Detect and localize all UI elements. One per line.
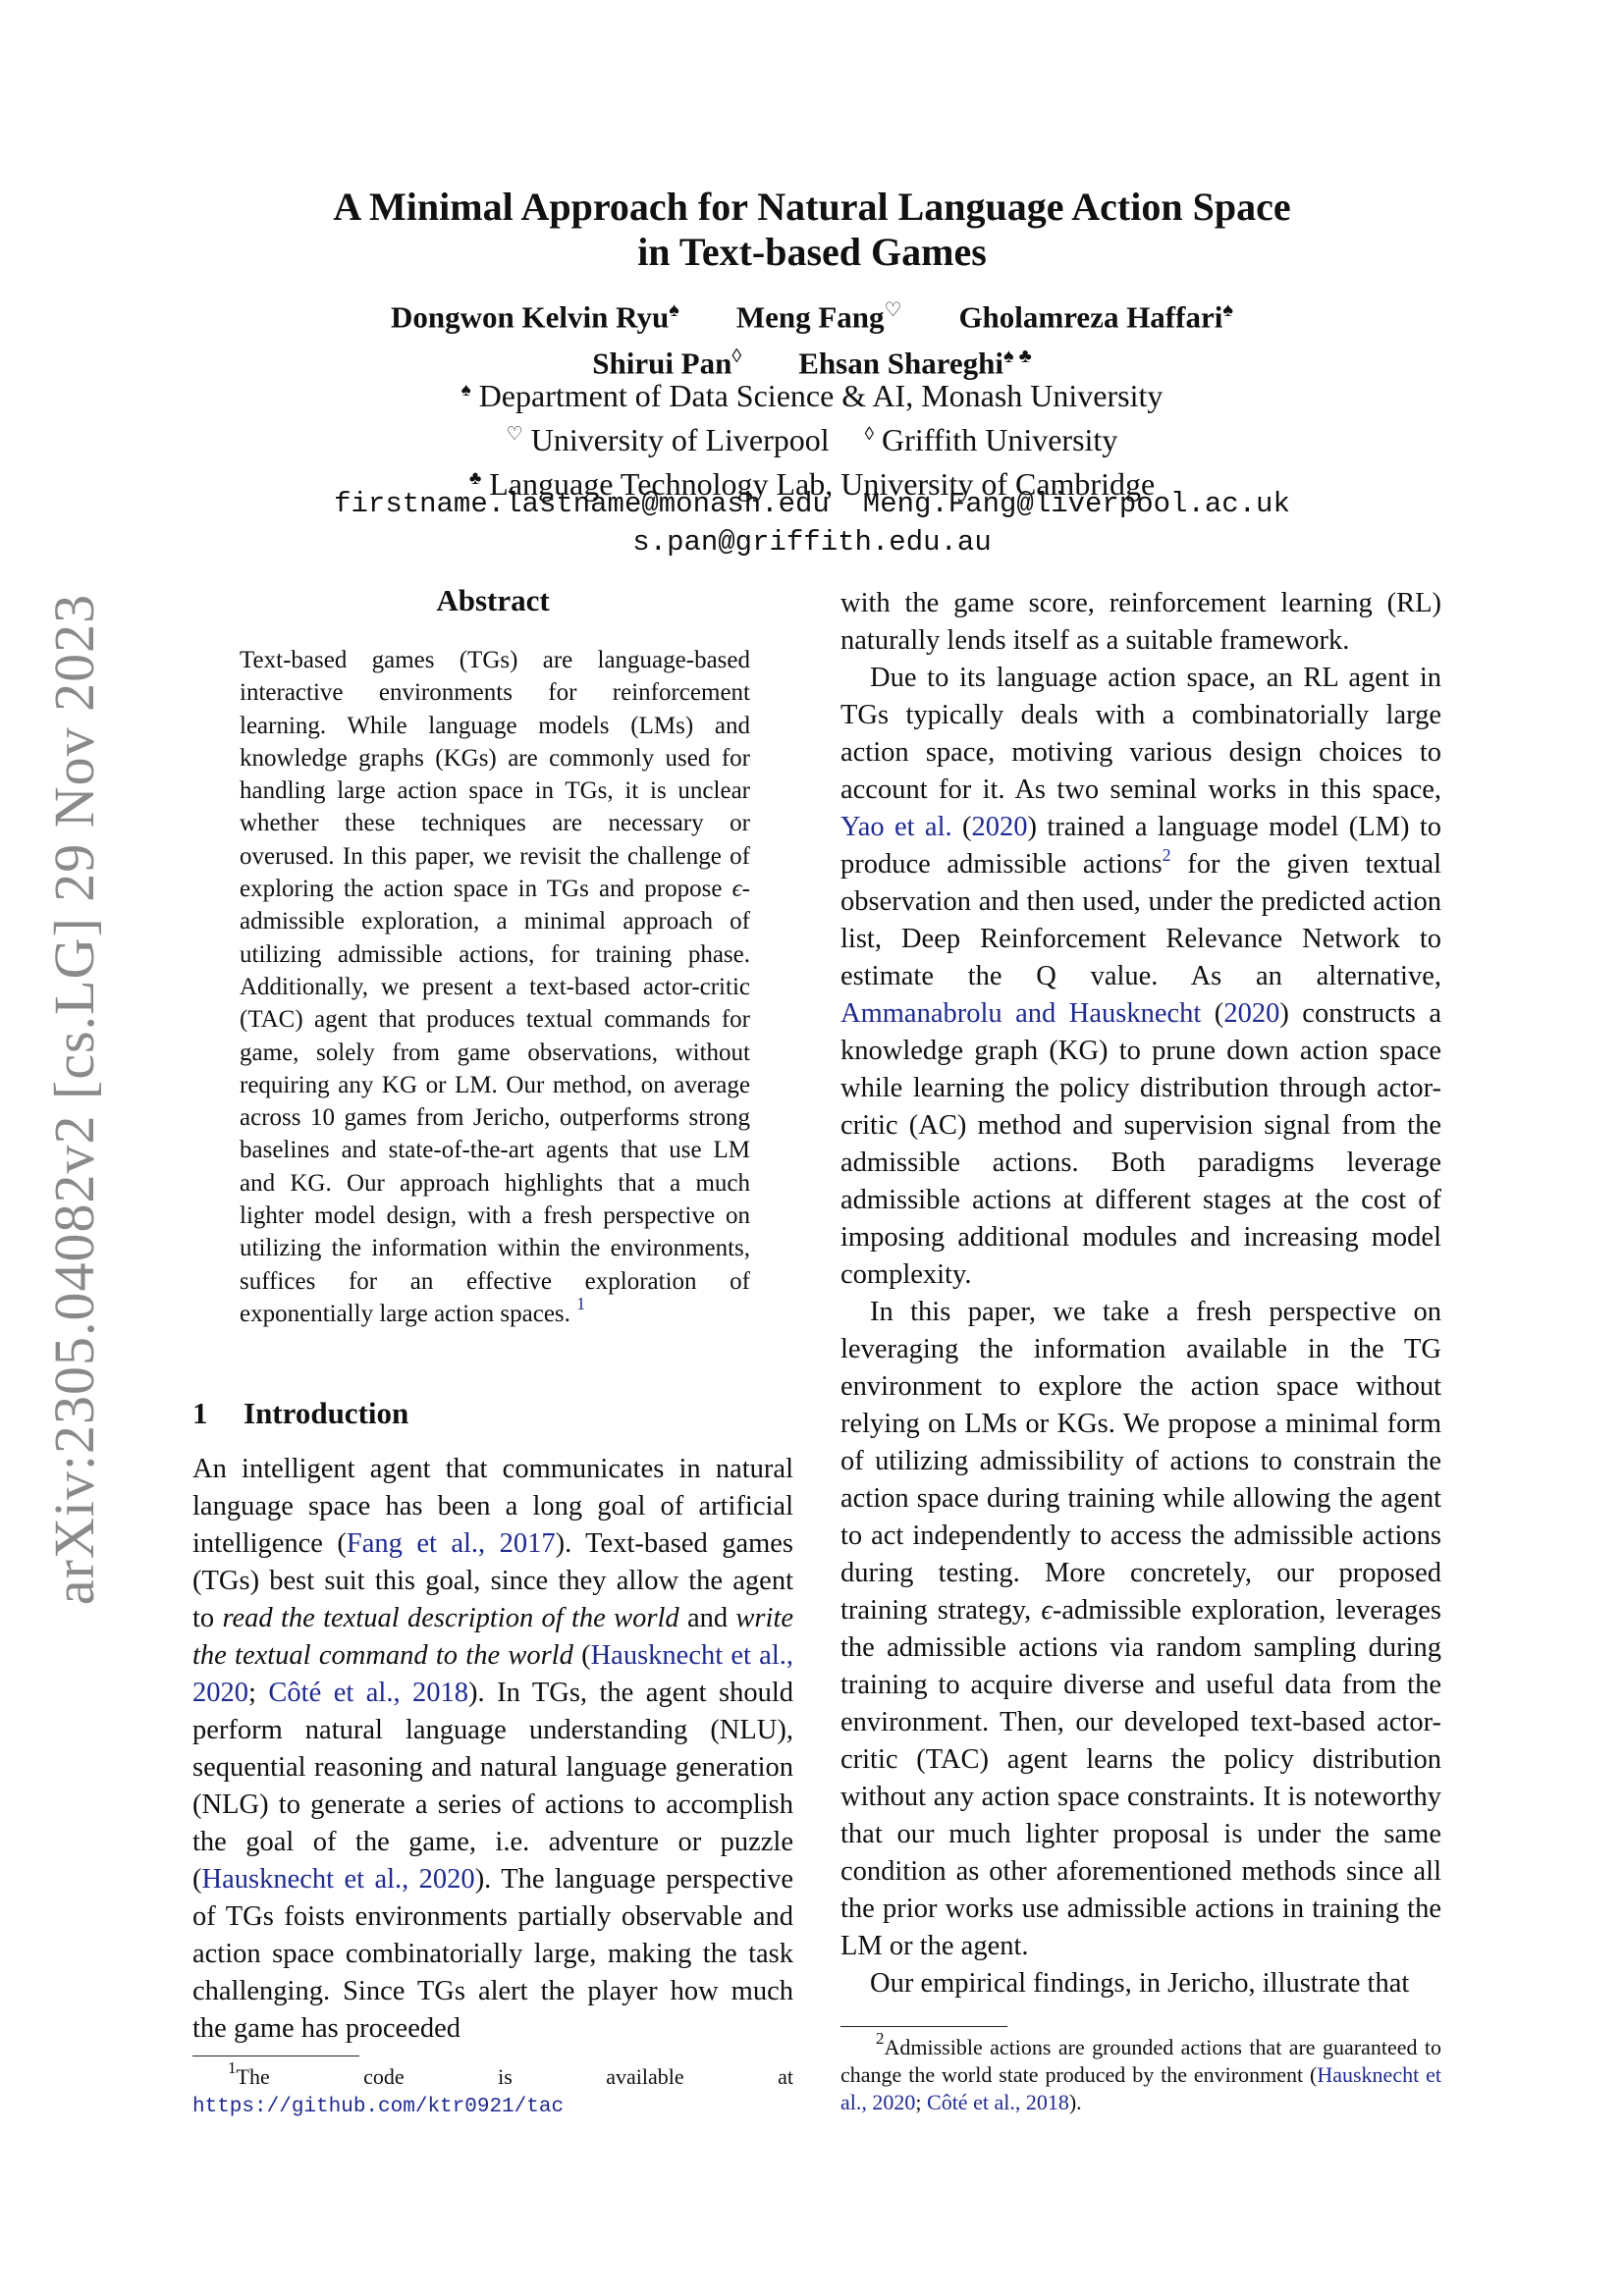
- paragraph-text: and: [678, 1603, 736, 1633]
- author-name: [736, 291, 902, 337]
- paragraph: Our empirical findings, in Jericho, illustrate that: [870, 1968, 1410, 1999]
- paragraph: [840, 1294, 1441, 1965]
- epsilon-symbol: ϵ: [1041, 1595, 1053, 1626]
- citation-link[interactable]: 2020: [971, 812, 1028, 842]
- footnote-text: The code is available at: [236, 2064, 793, 2089]
- affiliation-text: Department of Data Science & AI, Monash University: [478, 378, 1164, 413]
- citation-link[interactable]: Hausknecht et al., 2020: [192, 1640, 793, 1708]
- email-address: Meng.Fang@liverpool.ac.uk: [862, 488, 1290, 520]
- abstract-text: -admissible exploration, a minimal approach of utilizing admissible actions, for training phase. Additionally, we present a text-based actor-critic (TAC) agent that produces textual commands for game, solely from game observations, without requiring any KG or LM. Our method, on average across 10 games from Jericho, outperforms strong baselines and state-of-the-art agents that use LM and KG. Our approach highlights that a much lighter model design, with a fresh perspective on utilizing the information within the environments, suffices for an effective exploration of exponentially large action spaces.: [240, 876, 750, 1327]
- affiliation-mark: ♠ ♣: [1003, 346, 1032, 368]
- paragraph-text: (: [1201, 998, 1224, 1029]
- section-title: Introduction: [244, 1396, 409, 1430]
- author-name-text: Gholamreza Haffari: [958, 299, 1223, 335]
- author-name: [958, 291, 1233, 337]
- email-row-1: [196, 485, 1428, 523]
- footnote-mark: 1: [228, 2058, 237, 2077]
- paragraph: with the game score, reinforcement learning (RL) naturally lends itself as a suitable framework.: [840, 588, 1441, 656]
- abstract-text: Text-based games (TGs) are language-based interactive environments for reinforcement learning. While language models (LMs) and knowledge graphs (KGs) are commonly used for handling large action space in TGs, it is unclear whether these techniques are necessary or overused. In this paper, we revisit the challenge of exploring the action space in TGs and propose: [240, 647, 750, 903]
- affiliation-list: [196, 371, 1428, 504]
- affiliation-monash: [196, 371, 1428, 415]
- abstract-heading: Abstract: [436, 583, 550, 617]
- abstract-body: [240, 644, 750, 1330]
- arxiv-identifier: arXiv:2305.04082v2 [cs.LG] 29 Nov 2023: [42, 593, 106, 1606]
- paragraph-text: ) constructs a knowledge graph (KG) to prune down action space while learning the policy distribution through actor-critic (AC) method and supervision signal from the admissible actions. Both paradigms leverage admissible actions at different stages at the cost of imposing additional modules and increasing model complexity.: [840, 998, 1441, 1290]
- email-row-2: [196, 523, 1428, 561]
- code-link[interactable]: https://github.com/ktr0921/tac: [192, 2096, 565, 2118]
- introduction-body: [192, 1451, 793, 2048]
- footnote-text: ).: [1068, 2090, 1082, 2114]
- citation-link[interactable]: Hausknecht et al., 2020: [201, 1864, 475, 1895]
- citation-link[interactable]: Hausknecht et al., 2020: [840, 2062, 1441, 2114]
- citation-link[interactable]: Côté et al., 2018: [268, 1678, 469, 1708]
- paragraph-text: Due to its language action space, an RL agent in TGs typically deals with a combinatorially large action space, motiving various design choices to account for it. As two seminal works in this space,: [840, 663, 1441, 805]
- author-emails: [196, 485, 1428, 561]
- affiliation-mark: ♠: [1222, 299, 1233, 321]
- author-name-text: Meng Fang: [735, 299, 885, 335]
- affiliation-mark: ♠: [669, 299, 679, 321]
- paper-title: [196, 185, 1428, 275]
- paragraph-text: ;: [248, 1678, 269, 1708]
- footnote-mark: 2: [876, 2029, 885, 2048]
- email-address: s.pan@griffith.edu.au: [632, 526, 992, 559]
- author-name-text: Ehsan Shareghi: [798, 346, 1004, 381]
- affiliation-mark: ♠: [460, 380, 471, 400]
- paragraph-text: -admissible exploration, leverages the admissible actions via random sampling during training to acquire diverse and useful data from the environment. Then, our developed text-based actor-critic (TAC) agent learns the policy distribution without any action space constraints. It is noteworthy that our much lighter proposal is under the same condition as other aforementioned methods since all the prior works use admissible actions in training the LM or the agent.: [840, 1595, 1441, 1961]
- author-name-text: Dongwon Kelvin Ryu: [391, 299, 670, 335]
- paragraph-text: In this paper, we take a fresh perspective on leveraging the information available in the TG environment to explore the action space without relying on LMs or KGs. We propose a minimal form of utilizing admissibility of actions to constrain the action space during training while allowing the agent to act independently to access the admissible actions during testing. More concretely, our proposed training strategy,: [840, 1297, 1441, 1626]
- paragraph: [192, 1451, 793, 2048]
- email-address: firstname.lastname@monash.edu: [334, 488, 830, 520]
- footnote-ref[interactable]: 2: [1162, 845, 1171, 865]
- paragraph-text: ). The language perspective of TGs foists environments partially observable and action space combinatorially large, making the task challenging. Since TGs alert the player how much the game has proceeded: [192, 1864, 793, 2044]
- section-number: 1: [192, 1396, 208, 1430]
- affiliation-mark: ♡: [506, 424, 523, 445]
- affiliation-row-2: [196, 415, 1428, 459]
- affiliation-mark: ♣: [468, 468, 482, 489]
- section-heading-introduction: [192, 1394, 793, 1433]
- footnote-ref[interactable]: 1: [576, 1293, 586, 1313]
- footnote-rule: [840, 2026, 1007, 2027]
- footnote-text: Admissible actions are grounded actions that are guaranteed to change the world state produced by the environment (: [840, 2035, 1441, 2087]
- paragraph: [840, 660, 1441, 1294]
- author-row-1: [196, 291, 1428, 337]
- author-name-text: Shirui Pan: [592, 346, 732, 381]
- affiliation-mark: ◊: [731, 346, 742, 368]
- epsilon-symbol: ϵ: [731, 876, 742, 903]
- paragraph-text: ). Text-based games (TGs) best suit this goal, since they allow the agent to: [192, 1528, 794, 1633]
- paragraph-text: An intelligent agent that communicates in natural language space has been a long goal of artificial intelligence (: [192, 1454, 793, 1559]
- emphasis-text: write the textual command to the world: [192, 1603, 794, 1671]
- right-column-body: [840, 585, 1441, 2002]
- affiliation-text: University of Liverpool: [530, 422, 830, 457]
- affiliation-mark: ♡: [884, 299, 902, 321]
- affiliation-mark: ◊: [864, 424, 875, 445]
- citation-link[interactable]: Yao et al.: [840, 812, 952, 842]
- citation-link[interactable]: 2020: [1223, 998, 1280, 1029]
- citation-link[interactable]: Côté et al., 2018: [927, 2090, 1069, 2114]
- paragraph-text: for the given textual observation and then used, under the predicted action list, Deep Reinforcement Relevance Network to estimate the Q value. As an alternative,: [840, 849, 1441, 991]
- paragraph-text: (: [572, 1640, 591, 1671]
- footnote-text: ;: [915, 2090, 928, 2114]
- affiliation-text: Language Technology Lab, University of Cambridge: [489, 466, 1156, 502]
- paragraph-text: (: [951, 812, 972, 842]
- footnote-2: [840, 2029, 1441, 2116]
- emphasis-text: read the textual description of the world: [222, 1603, 679, 1633]
- title-line-1: A Minimal Approach for Natural Language Action Space: [333, 185, 1291, 229]
- author-list: [196, 291, 1428, 384]
- paragraph-text: ) trained a language model (LM) to produce admissible actions: [840, 812, 1442, 880]
- title-line-2: in Text-based Games: [637, 230, 987, 274]
- footnote-1: [192, 2058, 793, 2121]
- paragraph-text: ). In TGs, the agent should perform natural language understanding (NLU), sequential reasoning and natural language generation (NLG) to generate a series of actions to accomplish the goal of the game, i.e. adventure or puzzle (: [192, 1678, 794, 1895]
- author-name: [391, 291, 679, 337]
- citation-link[interactable]: Fang et al., 2017: [346, 1528, 556, 1559]
- citation-link[interactable]: Ammanabrolu and Hausknecht: [840, 998, 1202, 1029]
- affiliation-text: Griffith University: [882, 422, 1118, 457]
